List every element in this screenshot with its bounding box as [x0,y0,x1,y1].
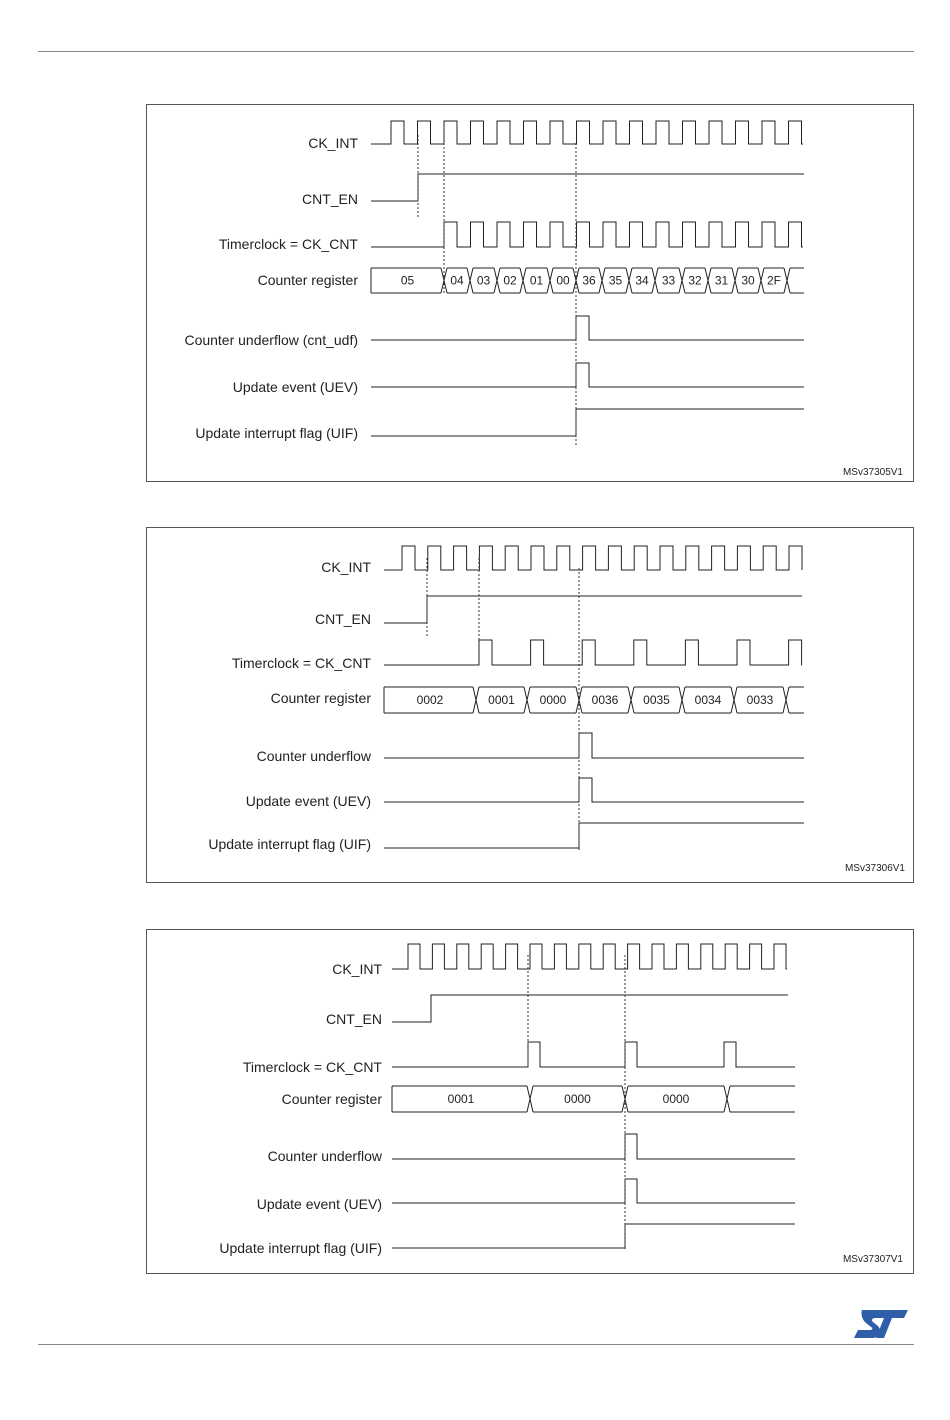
cnt-en-waveform [392,995,788,1022]
counter-transition [530,1086,533,1112]
timerclock-waveform [392,1042,795,1067]
counter-transition [727,1086,730,1112]
counter-underflow-waveform [392,1134,795,1159]
counter-value: 0000 [539,693,567,707]
counter-transition [682,687,685,713]
counter-value: 32 [688,273,702,288]
label-update-interrupt-flag: Update interrupt flag (UIF) [208,836,371,852]
label-timerclock: Timerclock = CK_CNT [242,1059,382,1075]
cnt-en-waveform [371,174,804,201]
counter-transition [631,687,634,713]
uif-waveform [392,1224,795,1248]
footer-rule [38,1344,914,1345]
counter-value: 0001 [447,1092,475,1106]
counter-value: 03 [476,273,491,288]
counter-transition [682,268,685,293]
figure-id: MSv37306V1 [844,863,905,874]
label-update-interrupt-flag: Update interrupt flag (UIF) [219,1240,382,1256]
counter-value: 0000 [662,1092,690,1106]
counter-transition [476,687,479,713]
timing-waveforms-2 [147,528,915,884]
label-update-event: Update event (UEV) [245,793,371,809]
label-ck-int: CK_INT [308,135,358,151]
timerclock-waveform [371,222,803,247]
counter-value: 0000 [564,1092,591,1106]
counter-transition [786,687,789,713]
counter-value: 00 [556,273,570,288]
counter-transition [470,268,473,293]
counter-value: 2F [766,273,782,288]
label-counter-underflow: Counter underflow (cnt_udf) [184,332,358,348]
counter-underflow-waveform [384,733,804,758]
counter-value: 36 [582,273,596,288]
label-counter-register: Counter register [257,272,358,288]
timerclock-waveform [384,640,802,665]
figure-id: MSv37307V1 [842,1254,903,1265]
timing-waveforms-3 [147,930,915,1275]
counter-value: 02 [503,273,517,288]
counter-underflow-waveform [371,316,804,340]
counter-transition [497,268,500,293]
counter-value: 0034 [694,693,722,707]
counter-transition [550,268,553,293]
counter-value: 34 [635,273,649,288]
label-cnt-en: CNT_EN [325,1011,382,1027]
counter-transition [527,687,530,713]
counter-transition [602,268,605,293]
label-timerclock: Timerclock = CK_CNT [218,236,358,252]
counter-value: 35 [608,273,623,288]
counter-transition [761,268,764,293]
counter-transition [708,268,711,293]
figure-id: MSv37305V1 [842,467,903,478]
counter-value: 05 [400,273,415,288]
label-ck-int: CK_INT [332,961,382,977]
label-cnt-en: CNT_EN [301,191,358,207]
counter-transition [523,268,526,293]
uif-waveform [384,823,804,848]
ck-int-waveform [384,546,802,570]
counter-value: 33 [661,273,676,288]
label-cnt-en: CNT_EN [314,611,371,627]
header-rule [38,51,914,52]
timing-diagram-2 [146,527,914,883]
label-update-event: Update event (UEV) [232,379,358,395]
ck-int-waveform [392,944,787,969]
uif-waveform [371,409,804,436]
st-logo [852,1306,910,1342]
label-counter-register: Counter register [281,1091,382,1107]
counter-value: 01 [529,273,544,288]
counter-value: 0001 [488,693,515,707]
label-counter-underflow: Counter underflow [267,1148,382,1164]
timing-diagram-1 [146,104,914,482]
label-counter-register: Counter register [270,690,371,706]
counter-transition [629,268,632,293]
counter-transition [734,687,737,713]
label-update-event: Update event (UEV) [256,1196,382,1212]
counter-transition [735,268,738,293]
update-event-waveform [392,1179,795,1203]
label-counter-underflow: Counter underflow [256,748,371,764]
counter-transition [787,268,790,293]
counter-value: 0002 [416,693,444,707]
update-event-waveform [384,778,804,802]
ck-int-waveform [371,121,803,144]
label-update-interrupt-flag: Update interrupt flag (UIF) [195,425,358,441]
counter-value: 0036 [591,693,619,707]
counter-value: 0035 [643,693,670,707]
label-timerclock: Timerclock = CK_CNT [231,655,371,671]
label-ck-int: CK_INT [321,559,371,575]
update-event-waveform [371,363,804,387]
cnt-en-waveform [384,596,802,623]
counter-value: 31 [714,273,729,288]
timing-diagram-3 [146,929,914,1274]
counter-value: 04 [450,273,464,288]
counter-value: 30 [741,273,755,288]
counter-transition [655,268,658,293]
counter-value: 0033 [746,693,774,707]
